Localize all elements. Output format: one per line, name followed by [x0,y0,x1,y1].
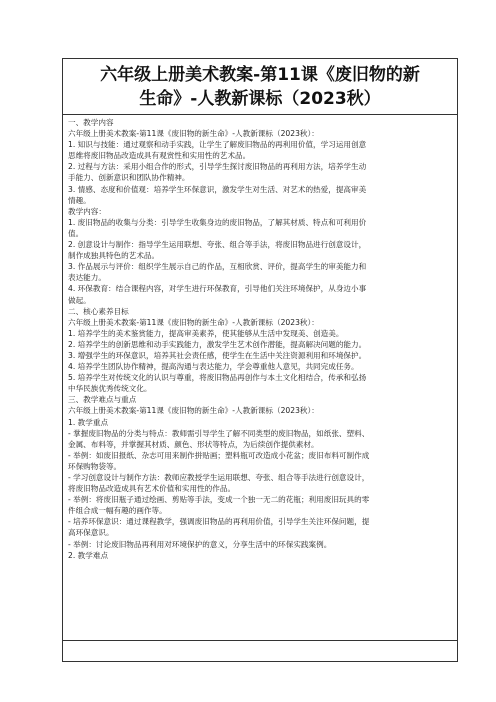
body-line: 2. 创意设计与制作：指导学生运用联想、夸张、组合等手法，将废旧物品进行创意设计， [68,240,367,250]
body-line: - 举例：将废旧瓶子通过绘画、剪贴等手法，变成一个独一无二的花瓶；利用废旧玩具的零 [68,495,370,505]
body-line: 环保购物袋等。 [68,461,122,471]
body-line: 3. 作品展示与评价：组织学生展示自己的作品，互相欣赏、评价，提高学生的审美能力和 [68,262,367,272]
document-title-line-2: 生命》-人教新课标（2023秋） [139,89,381,109]
document-frame [62,58,458,662]
body-line: 2. 培养学生的创新思维和动手实践能力，激发学生艺术创作潜能，提高解决问题的能力。 [68,339,367,349]
body-line: 二、核心素养目标 [68,306,129,316]
body-line: - 举例：如废旧报纸、杂志可用来制作拼贴画；塑料瓶可改造成小花盆；废旧布料可制作成 [68,450,370,460]
body-line: 2. 教学难点 [68,550,109,560]
body-line: 六年级上册美术教案-第11课《废旧物的新生命》-人教新课标（2023秋）： [68,317,319,327]
body-line: 中华民族优秀传统文化。 [68,384,152,394]
body-line: 3. 情感、态度和价值观：培养学生环保意识，激发学生对生活、对艺术的热爱，提高审美 [68,184,367,194]
body-line: 做起。 [68,295,91,305]
body-line: 1. 教学重点 [68,417,109,427]
body-line: 4. 培养学生团队协作精神，提高沟通与表达能力，学会尊重他人意见，共同完成任务。 [68,362,359,372]
body-line: 三、教学难点与重点 [68,395,137,405]
body-line: 4. 环保教育：结合课程内容，对学生进行环保教育，引导他们关注环境保护，从身边小事 [68,284,367,294]
body-line: 教学内容： [68,206,106,216]
body-line: - 举例：讨论废旧物品再利用对环境保护的意义，分享生活中的环保实践案例。 [68,539,332,549]
body-line: - 学习创意设计与制作方法：教师应教授学生运用联想、夸张、组合等手法进行创意设计， [68,473,370,482]
body-line: 1. 培养学生的美术鉴赏能力，提高审美素养，使其能够从生活中发现美、创造美。 [68,328,344,338]
title-cell [63,59,457,115]
body-line: 情趣。 [68,195,91,205]
body-line: 5. 培养学生对传统文化的认识与尊重，将废旧物品再创作与本土文化相结合，传承和弘扬 [68,373,367,383]
body-line: - 掌握废旧物品的分类与特点：教师需引导学生了解不同类型的废旧物品，如纸张、塑料、 [68,428,370,438]
body-line: 1. 废旧物品的收集与分类：引导学生收集身边的废旧物品，了解其材质、特点和可利用价 [68,217,367,227]
body-line: 思维将废旧物品改造成具有观赏性和实用性的艺术品。 [68,151,251,161]
body-line: 件组合成一幅有趣的画作等。 [68,506,167,516]
body-line: - 培养环保意识：通过课程教学，强调废旧物品的再利用价值，引导学生关注环保问题，提 [68,517,370,527]
document-title-line-1: 六年级上册美术教案-第11课《废旧物的新 [100,65,420,85]
body-line: 金属、布料等，并掌握其材质、颜色、形状等特点，为后续创作提供素材。 [68,439,319,449]
body-line: 六年级上册美术教案-第11课《废旧物的新生命》-人教新课标（2023秋）： [68,406,319,416]
body-line: 六年级上册美术教案-第11课《废旧物的新生命》-人教新课标（2023秋）： [68,129,319,139]
document-body [63,115,457,561]
row-divider [63,640,457,641]
body-line: 2. 过程与方法：采用小组合作的形式，引导学生探讨废旧物品的再利用方法，培养学生动 [68,162,367,172]
body-line: 一、教学内容 [68,118,114,127]
body-line: 手能力、创新意识和团队协作精神。 [68,173,190,183]
body-line: 值。 [68,228,84,238]
body-line: 将废旧物品改造成具有艺术价值和实用性的作品。 [68,484,236,494]
body-line: 表达能力。 [68,273,106,283]
body-line: 1. 知识与技能：通过观察和动手实践，让学生了解废旧物品的再利用价值，学习运用创意 [68,140,367,150]
body-line: 3. 增强学生的环保意识，培养其社会责任感，使学生在生活中关注资源利用和环境保护。 [68,350,367,360]
body-line: 高环保意识。 [68,528,114,538]
body-line: 制作成独具特色的艺术品。 [68,251,160,261]
